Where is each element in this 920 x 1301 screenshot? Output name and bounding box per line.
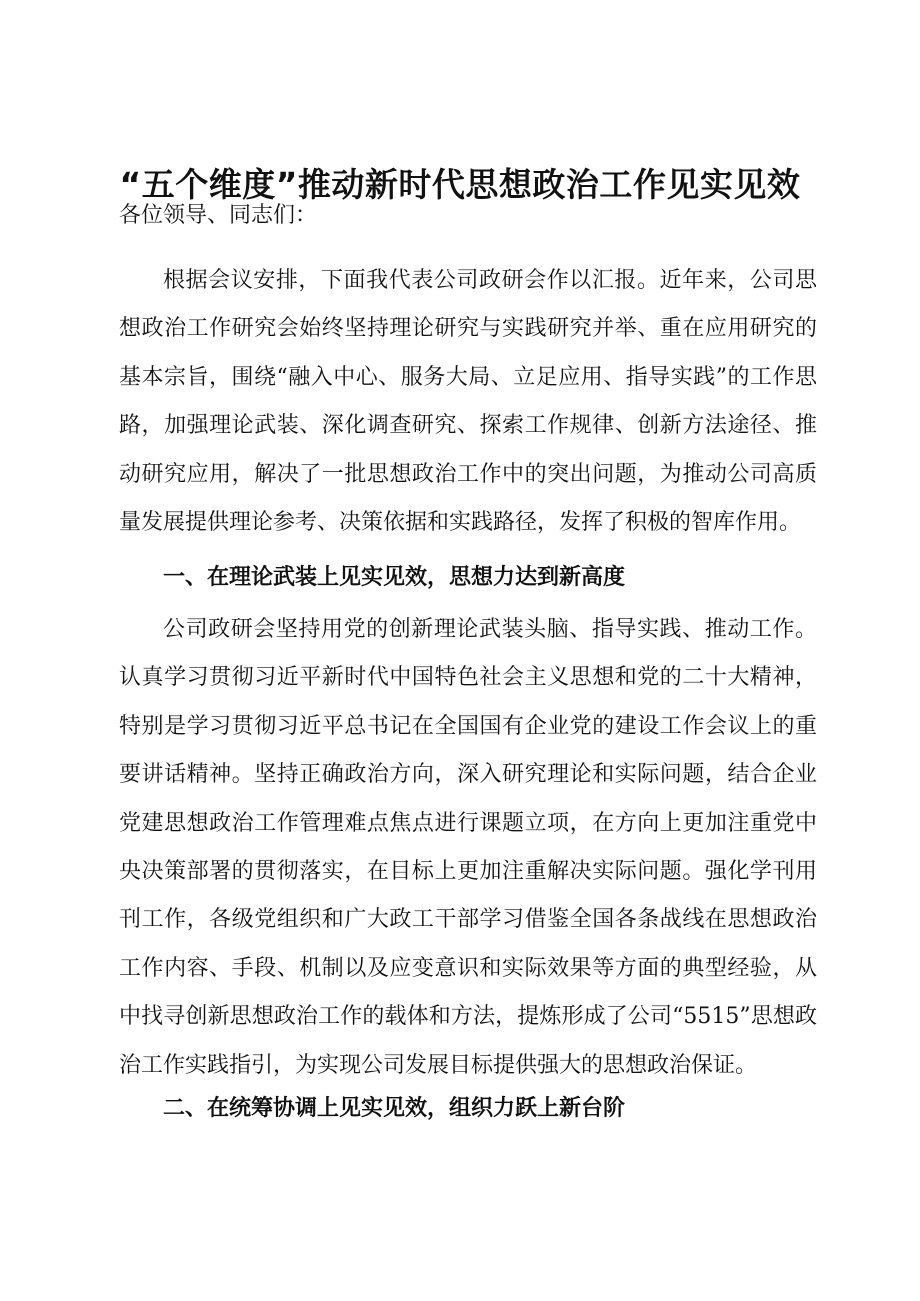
greeting: 各位领导、同志们： — [119, 203, 318, 228]
section-1-paragraph: 公司政研会坚持用党的创新理论武装头脑、指导实践、推动工作。认真学习贯彻习近平新时代中国特色社会主义思想和党的二十大精神，特别是学习贯彻习近平总书记在全国国有企业党的建设工作会议上的重要讲话精神。坚持正确政治方向，深入研究理论和实际问题，结合企业党建思想政治工作管理难点焦点进行课题立项，在方向上更加注重党中央决策部署的贯彻落实，在目标上更加注重解决实际问题。强化学刊用刊工作，各级党组织和广大政工干部学习借鉴全国各条战线在思想政治工作内容、手段、机制以及应变意识和实际效果等方面的典型经验，从中找寻创新思想政治工作的载体和方法，提炼形成了公司“5515”思想政治工作实践指引，为实现公司发展目标提供强大的思想政治保证。 — [119, 617, 817, 1078]
document-title: “五个维度”推动新时代思想政治工作见实见效 — [119, 165, 801, 204]
intro-paragraph: 根据会议安排，下面我代表公司政研会作以汇报。近年来，公司思想政治工作研究会始终坚持理论研究与实践研究并举、重在应用研究的基本宗旨，围绕“融入中心、服务大局、立足应用、指导实践”的工作思路，加强理论武装、深化调查研究、探索工作规律、创新方法途径、推动研究应用，解决了一批思想政治工作中的突出问题，为推动公司高质量发展提供理论参考、决策依据和实践路径，发挥了积极的智库作用。 — [119, 268, 817, 536]
section-2-heading: 二、在统筹协调上见实见效，组织力跃上新台阶 — [163, 1096, 626, 1121]
section-1-heading: 一、在理论武装上见实见效，思想力达到新高度 — [163, 565, 626, 590]
